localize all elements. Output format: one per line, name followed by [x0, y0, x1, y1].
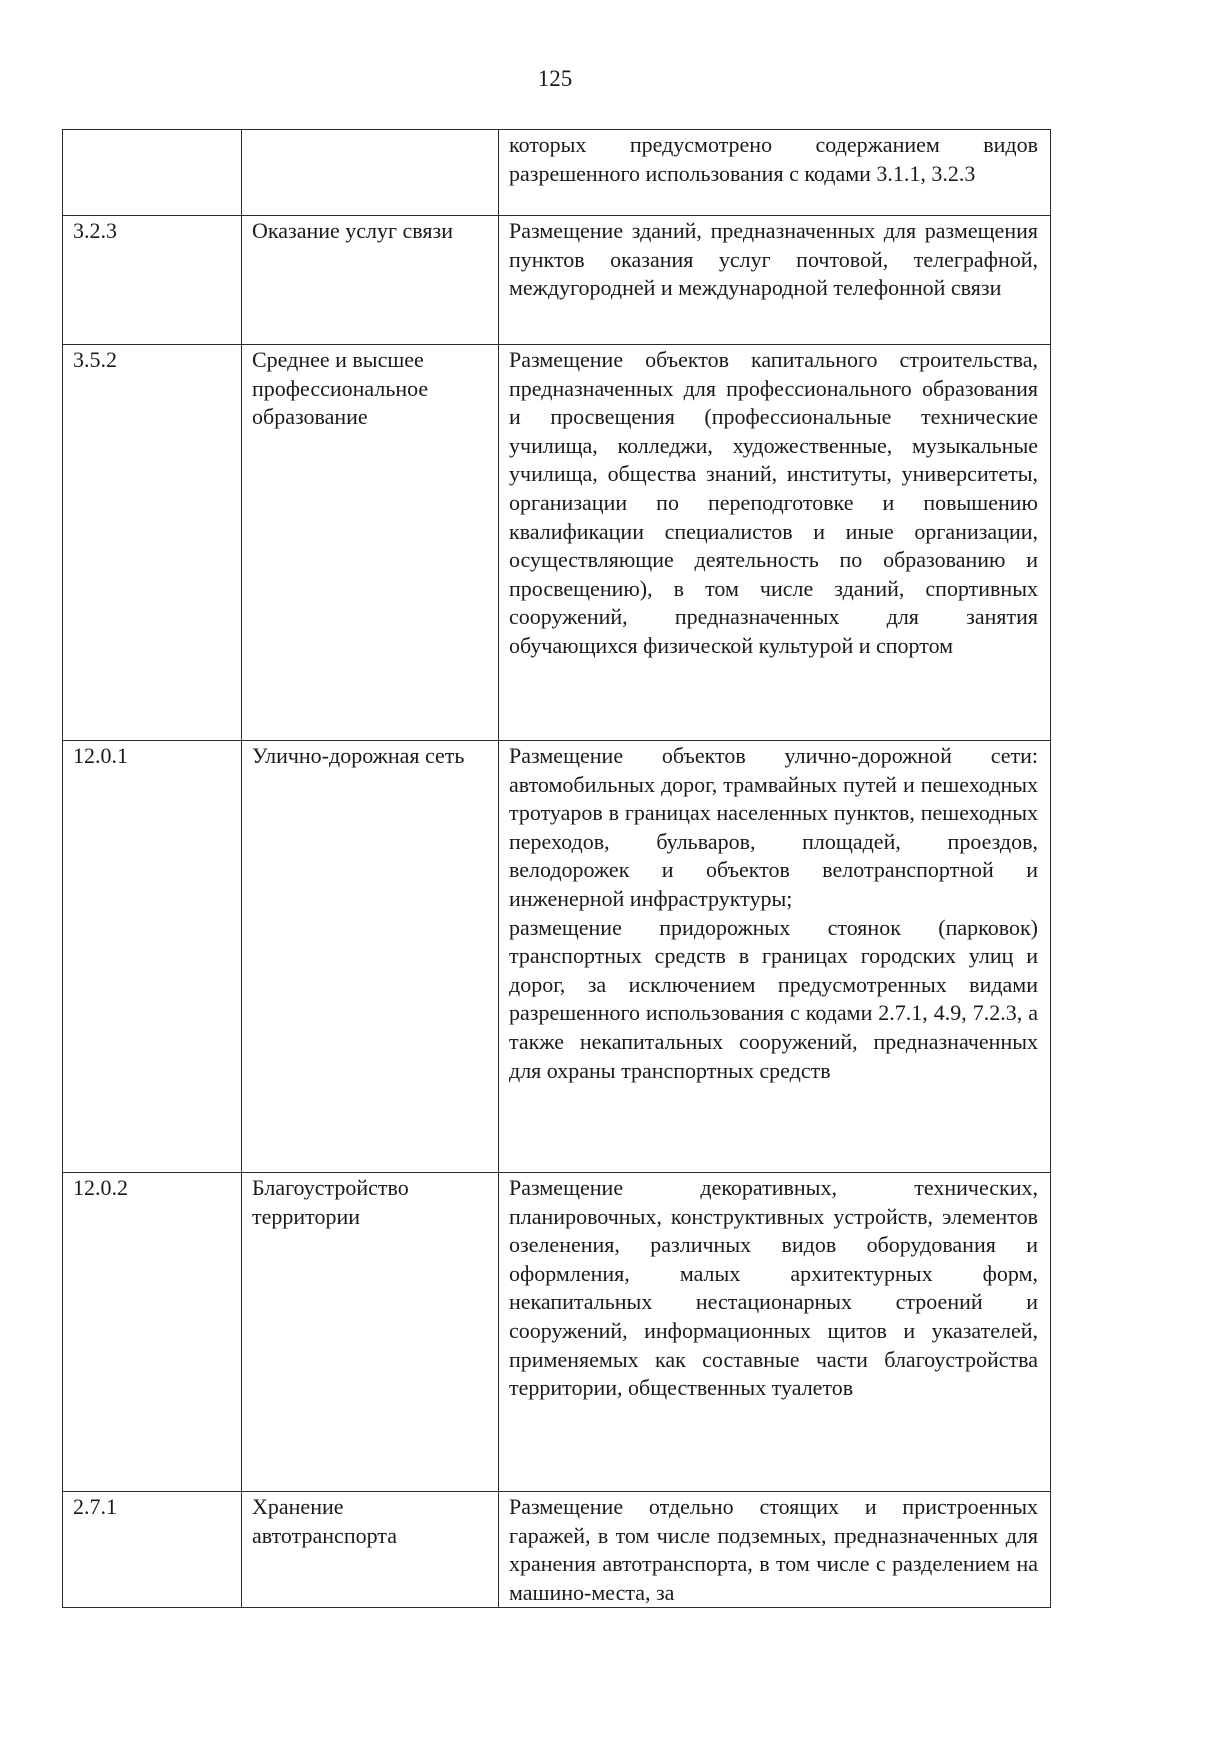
row-name: Оказание услуг связи — [242, 216, 499, 345]
table-row — [63, 216, 1051, 345]
row-name — [242, 130, 499, 216]
page-number: 125 — [537, 66, 573, 91]
row-code — [63, 130, 242, 216]
row-description — [499, 741, 1051, 1173]
table-row — [63, 345, 1051, 741]
row-name: Благоустройство территории — [242, 1173, 499, 1492]
row-code: 3.5.2 — [63, 345, 242, 741]
table-row — [63, 1492, 1051, 1608]
description-paragraph: размещение придорожных стоянок (парковок) транспортных средств в границах городских улиц и дорог, за исключением предусмотренных видами разрешенного использования с кодами 2.7.1, 4.9, 7.2.3, а также некапитальных сооружений, предназначенных для охраны транспортных средств — [509, 914, 1038, 1083]
row-code: 2.7.1 — [63, 1492, 242, 1608]
row-description: Размещение зданий, предназначенных для размещения пунктов оказания услуг почтовой, телеграфной, междугородней и международной телефонной связи — [499, 216, 1051, 345]
table-row — [63, 1173, 1051, 1492]
row-code: 3.2.3 — [63, 216, 242, 345]
table-row — [63, 130, 1051, 216]
land-use-table — [62, 129, 1051, 1608]
row-name: Улично-дорожная сеть — [242, 741, 499, 1173]
row-code: 12.0.1 — [63, 741, 242, 1173]
row-name: Среднее и высшее профессиональное образование — [242, 345, 499, 741]
row-code: 12.0.2 — [63, 1173, 242, 1492]
row-description: которых предусмотрено содержанием видов разрешенного использования с кодами 3.1.1, 3.2.3 — [499, 130, 1051, 216]
row-description: Размещение декоративных, технических, планировочных, конструктивных устройств, элементов озеленения, различных видов оборудования и оформления, малых архитектурных форм, некапитальных нестационарных строений и сооружений, информационных щитов и указателей, применяемых как составные части благоустройства территории, общественных туалетов — [499, 1173, 1051, 1492]
table-row — [63, 741, 1051, 1173]
row-description: Размещение отдельно стоящих и пристроенных гаражей, в том числе подземных, предназначенных для хранения автотранспорта, в том числе с разделением на машино-места, за — [499, 1492, 1051, 1608]
description-paragraph: Размещение объектов улично-дорожной сети: автомобильных дорог, трамвайных путей и пешеходных тротуаров в границах населенных пунктов, пешеходных переходов, бульваров, площадей, проездов, велодорожек и объектов велотранспортной и инженерной инфраструктуры; — [509, 743, 1038, 911]
row-description: Размещение объектов капитального строительства, предназначенных для профессионального образования и просвещения (профессиональные технические училища, колледжи, художественные, музыкальные училища, общества знаний, институты, университеты, организации по переподготовке и повышению квалификации специалистов и иные организации, осуществляющие деятельность по образованию и просвещению), в том числе зданий, спортивных сооружений, предназначенных для занятия обучающихся физической культурой и спортом — [499, 345, 1051, 741]
row-name: Хранение автотранспорта — [242, 1492, 499, 1608]
